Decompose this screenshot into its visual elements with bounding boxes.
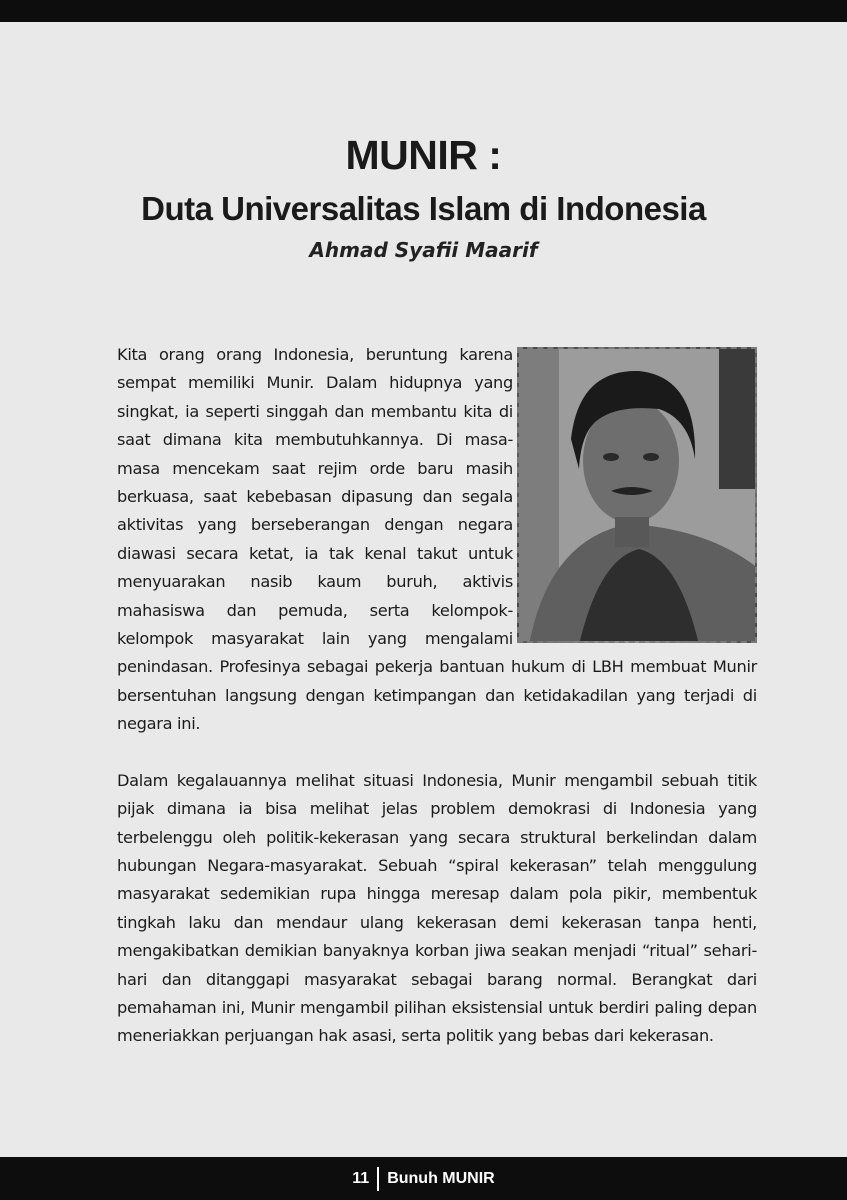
portrait-photo <box>517 347 757 643</box>
book-title: Bunuh MUNIR <box>387 1169 495 1187</box>
page-title: MUNIR : <box>345 132 502 178</box>
footer-divider <box>377 1167 379 1191</box>
portrait-illustration <box>519 349 757 643</box>
page-subtitle: Duta Universalitas Islam di Indonesia <box>141 190 706 227</box>
page-number: 11 <box>352 1169 370 1187</box>
top-bar <box>0 0 847 22</box>
article-body <box>117 341 757 1051</box>
paragraph-2: Dalam kegalauannya melihat situasi Indonesia, Munir mengambil sebuah titik pijak dimana ia bisa melihat jelas problem demokrasi di Indonesia yang terbelenggu oleh politik-kekerasan yang secara struktural berkelindan dalam hubungan Negara-masyarakat. Sebuah “spiral kekerasan” telah menggulung masyarakat sedemikian rupa hingga meresap dalam pola pikir, membentuk tingkah laku dan mendaur ulang kekerasan demi kekerasan tanpa henti, mengakibatkan demikian banyaknya korban jiwa seakan menjadi “ritual” sehari-hari dan ditanggapi masyarakat sebagai barang normal. Berangkat dari pemahaman ini, Munir mengambil pilihan eksistensial untuk berdiri paling depan meneriakkan perjuangan hak asasi, serta politik yang bebas dari kekerasan. <box>117 770 757 1046</box>
footer-bar <box>0 1157 847 1200</box>
paragraph-1: Kita orang orang Indonesia, beruntung karena sempat memiliki Munir. Dalam hidupnya yang singkat, ia seperti singgah dan membantu kita di saat dimana kita membutuhkannya. Di masa-masa mencekam saat rejim orde baru masih berkuasa, saat kebebasan dipasung dan segala aktivitas yang berseberangan dengan negara diawasi secara ketat, ia tak kenal takut untuk menyuarakan nasib kaum buruh, aktivis mahasiswa dan pemuda, serta kelompok-kelompok masyarakat lain yang mengalami penindasan. Profesinya sebagai pekerja bantuan hukum di LBH membuat Munir bersentuhan langsung dengan ketimpangan dan ketidakadilan yang terjadi di negara ini. <box>117 345 757 734</box>
author-name: Ahmad Syafii Maarif <box>309 238 538 262</box>
